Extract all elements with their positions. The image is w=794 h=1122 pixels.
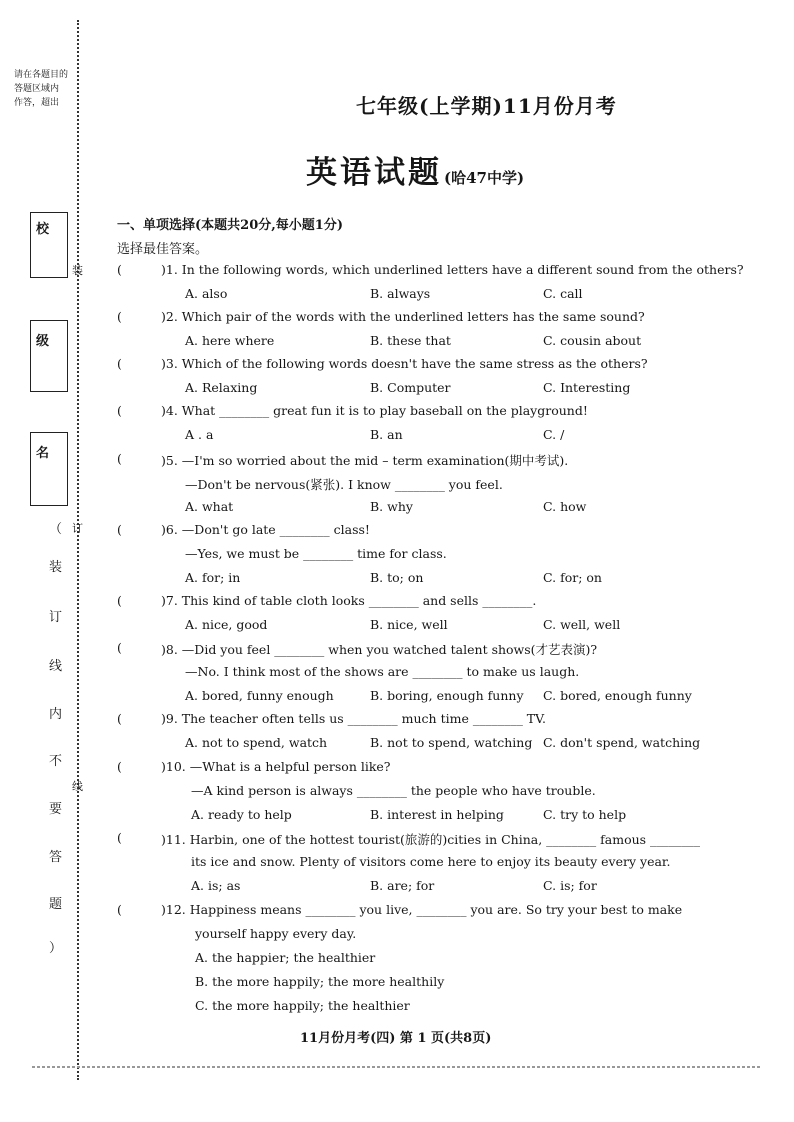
question-text [161, 711, 546, 726]
exam-title-line: 七年级(上学期)11月份月考 [356, 94, 617, 118]
question-stem: —I'm so worried about the mid – term examination(期中考试). [181, 453, 569, 468]
option-c: C. bored, enough funny [543, 688, 692, 703]
question-text [161, 830, 700, 848]
vertical-char: ） [49, 941, 63, 956]
page-footer: 11月份月考(四) 第 1 页(共8页) [300, 1031, 492, 1046]
question-stem: This kind of table cloth looks ________ and sells ________. [181, 593, 537, 608]
question-text [161, 262, 744, 277]
bottom-divider [32, 1066, 762, 1068]
side-note-line: 请在各题目的 [14, 70, 69, 80]
option-b: B. not to spend, watching [370, 735, 533, 750]
answer-paren: ( [117, 640, 122, 655]
option-c: C. how [543, 499, 587, 514]
answer-paren: ( [117, 262, 122, 277]
side-note-line: 答题区域内 [14, 84, 60, 94]
question-stem: In the following words, which underlined letters have a different sound from the others? [181, 262, 744, 277]
class-field-label: 级 [36, 334, 50, 349]
section-heading: 一、单项选择(本题共20分,每小题1分) [117, 218, 343, 233]
option-b: B. the more happily; the more healthily [195, 974, 445, 989]
vertical-char: （ [49, 522, 63, 537]
question-text [161, 309, 645, 324]
option-b: B. nice, well [370, 617, 448, 632]
option-c: C. call [543, 286, 583, 301]
question-number: )10. [161, 759, 186, 774]
vertical-char: 内 [49, 707, 63, 722]
vertical-char: 不 [49, 754, 63, 769]
binding-mark: 线 [72, 780, 83, 793]
section-instruction: 选择最佳答案。 [117, 242, 209, 257]
question-number: )6. [161, 522, 178, 537]
option-b: B. boring, enough funny [370, 688, 524, 703]
answer-paren: ( [117, 356, 122, 371]
question-text [161, 451, 568, 469]
question-text [161, 593, 536, 608]
option-a: A. Relaxing [185, 380, 258, 395]
question-item [117, 759, 757, 827]
option-c: C. for; on [543, 570, 602, 585]
option-b: B. why [370, 499, 413, 514]
school-field-label: 校 [36, 222, 50, 237]
option-c: C. is; for [543, 878, 597, 893]
question-number: )5. [161, 453, 178, 468]
question-stem: —Did you feel ________ when you watched talent shows(才艺表演)? [181, 642, 598, 657]
option-b: B. are; for [370, 878, 435, 893]
answer-paren: ( [117, 309, 122, 324]
option-b: B. interest in helping [370, 807, 504, 822]
question-stem: —Don't go late ________ class! [181, 522, 370, 537]
main-title [306, 147, 524, 192]
question-number: )7. [161, 593, 178, 608]
option-a: A. nice, good [185, 617, 268, 632]
question-item [117, 711, 757, 755]
option-a: A. is; as [191, 878, 241, 893]
question-stem: What ________ great fun it is to play baseball on the playground! [181, 403, 588, 418]
question-number: )8. [161, 642, 178, 657]
option-c: C. cousin about [543, 333, 642, 348]
answer-paren: ( [117, 522, 122, 537]
answer-paren: ( [117, 902, 122, 917]
question-stem: Which pair of the words with the underlined letters has the same sound? [181, 309, 645, 324]
option-c: C. / [543, 427, 565, 442]
binding-dotted-line [77, 20, 79, 1080]
question-line-2: —Don't be nervous(紧张). I know ________ you feel. [185, 477, 503, 492]
option-a: A. not to spend, watch [185, 735, 328, 750]
question-stem: —What is a helpful person like? [189, 759, 391, 774]
answer-paren: ( [117, 830, 122, 845]
question-text [161, 640, 597, 658]
question-line-2: —No. I think most of the shows are ________ to make us laugh. [185, 664, 580, 679]
option-b: B. these that [370, 333, 451, 348]
vertical-char: 装 [49, 560, 63, 575]
option-a: A. for; in [185, 570, 241, 585]
vertical-char: 线 [49, 659, 63, 674]
question-item [117, 640, 757, 708]
answer-paren: ( [117, 451, 122, 466]
question-item [117, 593, 757, 637]
vertical-char: 要 [49, 802, 63, 817]
question-line-2: —A kind person is always ________ the people who have trouble. [191, 783, 596, 798]
question-item [117, 403, 757, 447]
question-item [117, 356, 757, 400]
question-stem: The teacher often tells us ________ much time ________ TV. [181, 711, 546, 726]
name-field-label: 名 [36, 446, 50, 461]
question-item [117, 830, 757, 898]
side-note-line: 作答，超出 [14, 98, 60, 108]
question-item [117, 309, 757, 353]
vertical-char: 订 [49, 610, 63, 625]
vertical-char: 答 [49, 850, 63, 865]
option-a: A. here where [185, 333, 275, 348]
option-b: B. to; on [370, 570, 424, 585]
answer-paren: ( [117, 403, 122, 418]
option-c: C. Interesting [543, 380, 631, 395]
question-stem: Harbin, one of the hottest tourist(旅游的)cities in China, ________ famous ________ [189, 832, 701, 847]
option-a: A. also [185, 286, 228, 301]
question-number: )11. [161, 832, 186, 847]
question-line-2: yourself happy every day. [195, 926, 357, 941]
option-a: A. ready to help [191, 807, 292, 822]
question-item [117, 451, 757, 519]
vertical-char: 题 [49, 897, 63, 912]
question-number: )1. [161, 262, 178, 277]
binding-mark: 订 [72, 522, 83, 535]
option-b: B. an [370, 427, 403, 442]
main-title-text: 英语试题 [306, 155, 442, 191]
option-b: B. always [370, 286, 431, 301]
option-c: C. the more happily; the healthier [195, 998, 410, 1013]
question-text [161, 403, 588, 418]
question-item [117, 902, 757, 1022]
answer-paren: ( [117, 759, 122, 774]
side-notes [14, 68, 68, 110]
question-number: )3. [161, 356, 178, 371]
question-number: )12. [161, 902, 186, 917]
question-text [161, 522, 370, 537]
option-a: A. bored, funny enough [185, 688, 334, 703]
answer-paren: ( [117, 593, 122, 608]
question-text [161, 356, 648, 371]
question-text [161, 759, 391, 774]
option-c: C. don't spend, watching [543, 735, 701, 750]
option-b: B. Computer [370, 380, 451, 395]
option-a: A. what [185, 499, 234, 514]
option-a: A . a [185, 427, 214, 442]
question-item [117, 262, 757, 306]
question-number: )9. [161, 711, 178, 726]
question-line-2: its ice and snow. Plenty of visitors come here to enjoy its beauty every year. [191, 854, 671, 869]
answer-paren: ( [117, 711, 122, 726]
main-title-sub: (哈47中学) [444, 169, 525, 187]
option-a: A. the happier; the healthier [195, 950, 376, 965]
option-c: C. well, well [543, 617, 621, 632]
question-number: )2. [161, 309, 178, 324]
option-c: C. try to help [543, 807, 627, 822]
question-stem: Happiness means ________ you live, ________ you are. So try your best to make [189, 902, 683, 917]
question-stem: Which of the following words doesn't have the same stress as the others? [181, 356, 648, 371]
binding-mark: 装 [72, 264, 83, 277]
question-text [161, 902, 682, 917]
question-item [117, 522, 757, 590]
question-number: )4. [161, 403, 178, 418]
question-line-2: —Yes, we must be ________ time for class. [185, 546, 447, 561]
